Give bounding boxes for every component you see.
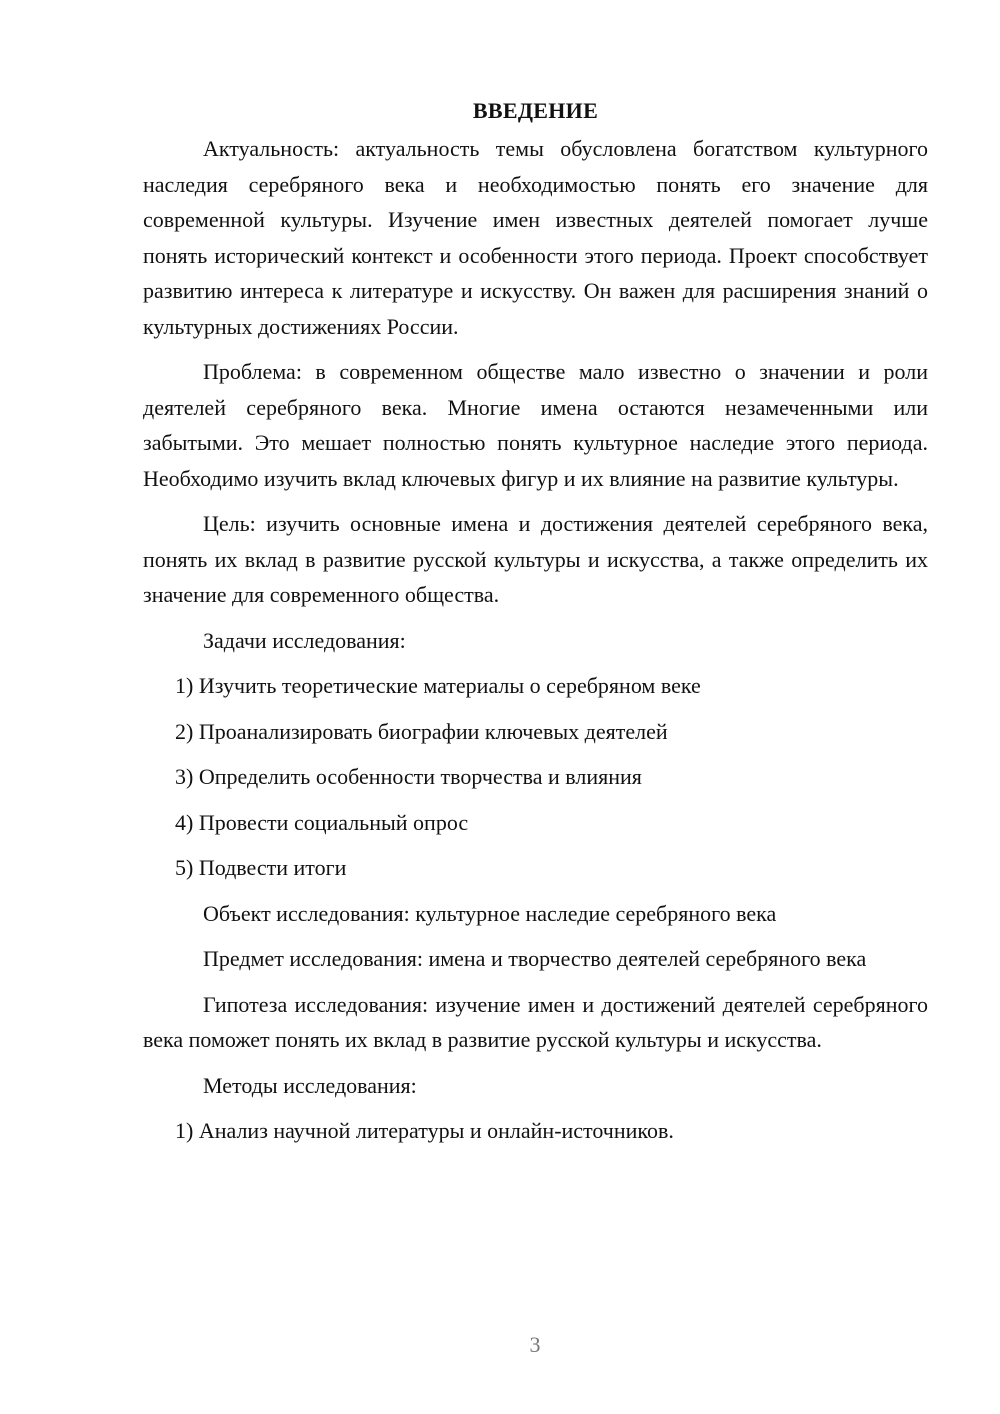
page-title: ВВЕДЕНИЕ	[472, 98, 599, 123]
subject-paragraph: Предмет исследования: имена и творчество деятелей серебряного века	[203, 946, 867, 971]
task-item-3: 3) Определить особенности творчества и влияния	[175, 764, 642, 789]
relevance-paragraph: Актуальность: актуальность темы обусловлена богатством культурного наследия серебряного века и необходимостью понять его значение для современной культуры. Изучение имен известных деятелей помогает лучше понять исторический контекст и особенности этого периода. Проект способствует развитию интереса к литературе и искусству. Он важен для расширения знаний о культурных достижениях России.	[143, 136, 928, 339]
goal-paragraph: Цель: изучить основные имена и достижения деятелей серебряного века, понять их вклад в развитие русской культуры и искусства, а также определить их значение для современного общества.	[143, 511, 928, 607]
page-number: 3	[529, 1332, 541, 1357]
task-item-2: 2) Проанализировать биографии ключевых деятелей	[175, 718, 668, 744]
task-item-4: 4) Провести социальный опрос	[175, 809, 469, 835]
document-page	[143, 95, 928, 1159]
task-item-5: 5) Подвести итоги	[175, 855, 347, 880]
methods-heading: Методы исследования:	[203, 1072, 417, 1098]
tasks-heading: Задачи исследования:	[203, 627, 406, 653]
task-item-1: 1) Изучить теоретические материалы о серебряном веке	[175, 673, 701, 698]
object-paragraph: Объект исследования: культурное наследие серебряного века	[203, 900, 777, 926]
hypothesis-paragraph: Гипотеза исследования: изучение имен и достижений деятелей серебряного века поможет понять их вклад в развитие русской культуры и искусства.	[143, 991, 928, 1052]
problem-paragraph: Проблема: в современном обществе мало известно о значении и роли деятелей серебряного века. Многие имена остаются незамеченными или забытыми. Это мешает полностью понять культурное наследие этого периода. Необходимо изучить вклад ключевых фигур и их влияние на развитие культуры.	[143, 359, 928, 491]
method-item-1: 1) Анализ научной литературы и онлайн-источников.	[175, 1118, 674, 1143]
